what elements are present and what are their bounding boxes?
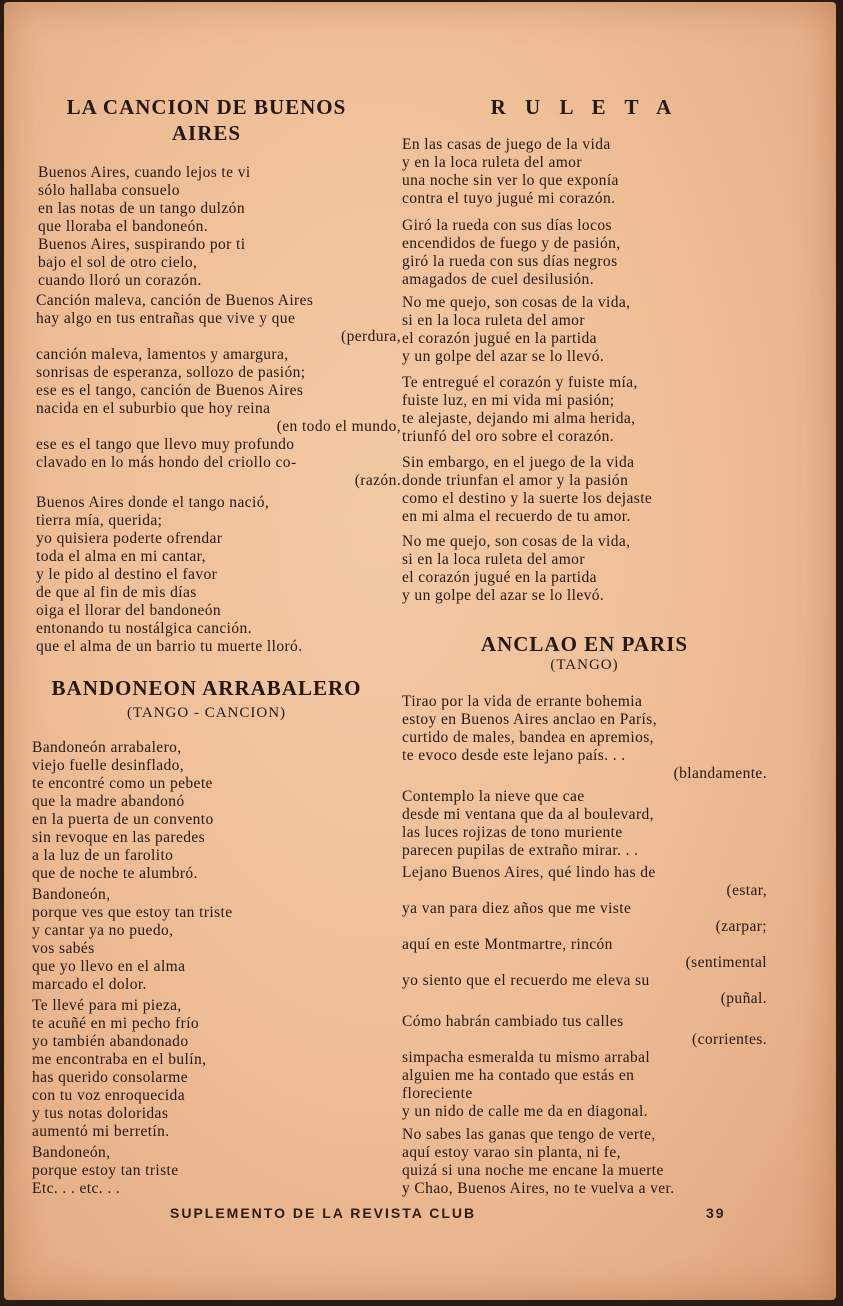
verse-line: contra el tuyo jugué mi corazón. [402,190,616,207]
verse-line: en mi alma el recuerdo de tu amor. [402,508,631,525]
verse-line: (razón. [354,472,401,489]
verse-line: (zarpar; [715,918,767,935]
verse-line: No me quejo, son cosas de la vida, [402,533,631,550]
verse-line: alguien me ha contado que estás en [402,1067,635,1084]
verse-line: Sin embargo, en el juego de la vida [402,454,635,471]
verse-line: y un nido de calle me da en diagonal. [402,1103,648,1120]
stanza [24,886,397,994]
stanza [402,454,767,526]
verse-line: floreciente [402,1085,473,1102]
song-title: ANCLAO EN PARIS [480,632,689,656]
verse-line: sólo hallaba consuelo [38,182,180,199]
verse-line: Te entregué el corazón y fuiste mía, [402,374,638,391]
verse-line: y un golpe del azar se lo llevó. [402,348,605,365]
verse-line: que lloraba el bandoneón. [38,218,209,235]
stanza [402,788,767,860]
verse-line: Buenos Aires, cuando lejos te vi [38,164,251,181]
stanza [24,739,397,883]
verse-line: (perdura, [341,328,401,345]
verse-line: tierra mía, querida; [36,512,163,529]
verse-line: toda el alma en mi cantar, [36,548,206,565]
verse-line: como el destino y la suerte los dejaste [402,490,653,507]
verse-line: y tus notas doloridas [32,1105,169,1122]
verse-line: curtido de males, bandea en apremios, [402,729,654,746]
stanza [24,1144,397,1198]
verse-line: yo también abandonado [32,1033,189,1050]
stanza [402,136,767,208]
verse-line: porque estoy tan triste [32,1162,179,1179]
verse-line: te evoco desde este lejano país. . . [402,747,626,764]
song-subtitle: (TANGO) [550,657,619,673]
verse-line: No me quejo, son cosas de la vida, [402,294,631,311]
magazine-page [4,2,836,1300]
stanza [402,693,767,783]
verse-line: aumentó mi berretín. [32,1123,170,1140]
song-title: R U L E T A [490,95,679,119]
verse-line: las luces rojizas de tono muriente [402,824,623,841]
verse-line: ese es el tango, canción de Buenos Aires [36,382,304,399]
verse-line: nacida en el suburbio que hoy reina [36,400,271,417]
verse-line: Giró la rueda con sus días locos [402,217,612,234]
verse-line: y cantar ya no puedo, [32,922,174,939]
verse-line: encendidos de fuego y de pasión, [402,235,621,252]
verse-line: yo quisiera poderte ofrendar [36,530,223,547]
verse-line: donde triunfan el amor y la pasión [402,472,629,489]
verse-line: marcado el dolor. [32,976,147,993]
verse-line: ese es el tango que llevo muy profundo [36,436,295,453]
verse-line: Tirao por la vida de errante bohemia [402,693,643,710]
verse-line: Bandoneón, [32,1144,111,1161]
verse-line: a la luz de un farolito [32,847,174,864]
verse-line: yo siento que el recuerdo me eleva su [402,972,650,989]
verse-line: y le pido al destino el favor [36,566,218,583]
verse-line: (sentimental [685,954,767,971]
verse-line: porque ves que estoy tan triste [32,904,233,921]
stanza [402,864,767,1008]
title-line: AIRES [171,121,242,145]
verse-line: Contemplo la nieve que cae [402,788,585,805]
verse-line: que de noche te alumbró. [32,865,198,882]
verse-line: sin revoque en las paredes [32,829,206,846]
verse-line: con tu voz enroquecida [32,1087,185,1104]
song-title [24,94,389,146]
verse-line: aquí estoy varao sin planta, ni fe, [402,1144,621,1161]
verse-line: Buenos Aires donde el tango nació, [36,494,270,511]
verse-line: Te llevé para mi pieza, [32,997,182,1014]
verse-line: que yo llevo en el alma [32,958,186,975]
verse-line: cuando lloró un corazón. [38,272,202,289]
verse-line: hay algo en tus entrañas que vive y que [36,310,296,327]
verse-line: simpacha esmeralda tu mismo arrabal [402,1049,651,1066]
verse-line: te acuñé en mi pecho frío [32,1015,200,1032]
verse-line: (puñal. [720,990,767,1007]
verse-line: Canción maleva, canción de Buenos Aires [36,292,314,309]
verse-line: desde mi ventana que da al boulevard, [402,806,654,823]
verse-line: Buenos Aires, suspirando por ti [38,236,246,253]
verse-line: y Chao, Buenos Aires, no te vuelva a ver. [402,1180,675,1197]
verse-line: el corazón jugué en la partida [402,330,597,347]
verse-line: vos sabés [32,940,95,957]
verse-line: fuiste luz, en mi vida mi pasión; [402,392,615,409]
verse-line: oiga el llorar del bandoneón [36,602,222,619]
verse-line: de que al fin de mis días [36,584,197,601]
stanza [402,217,767,289]
verse-line: No sabes las ganas que tengo de verte, [402,1126,656,1143]
verse-line: (estar, [726,882,767,899]
verse-line: Bandoneón, [32,886,111,903]
stanza [24,164,403,290]
verse-line: Etc. . . etc. . . [32,1180,121,1197]
verse-line: Bandoneón arrabalero, [32,739,182,756]
verse-line: si en la loca ruleta del amor [402,312,585,329]
stanza [402,294,767,366]
verse-line: Cómo habrán cambiado tus calles [402,1013,624,1030]
verse-line: te alejaste, dejando mi alma herida, [402,410,636,427]
page-number: 39 [706,1205,726,1221]
verse-line: triunfó del oro sobre el corazón. [402,428,615,445]
verse-line: bajo el sol de otro cielo, [38,254,198,271]
verse-line: amagados de cuel desilusión. [402,271,594,288]
song-title: BANDONEON ARRABALERO [51,676,362,700]
verse-line: que la madre abandonó [32,793,185,810]
verse-line: y en la loca ruleta del amor [402,154,582,171]
verse-line: el corazón jugué en la partida [402,569,597,586]
verse-line: una noche sin ver lo que exponía [402,172,619,189]
stanza [402,1013,767,1121]
footer-publication: SUPLEMENTO DE LA REVISTA CLUB [170,1205,477,1221]
verse-line: y un golpe del azar se lo llevó. [402,587,605,604]
verse-line: parecen pupilas de extraño mirar. . . [402,842,639,859]
verse-line: quizá si una noche me encane la muerte [402,1162,664,1179]
verse-line: (blandamente. [673,765,767,782]
song-subtitle: (TANGO - CANCION) [126,705,287,721]
stanza [402,533,767,605]
verse-line: sonrisas de esperanza, sollozo de pasión; [36,364,306,381]
stanza [402,374,767,446]
verse-line: canción maleva, lamentos y amargura, [36,346,289,363]
verse-line: (corrientes. [692,1031,767,1048]
verse-line: has querido consolarme [32,1069,189,1086]
verse-line: giró la rueda con sus días negros [402,253,618,270]
stanza [24,997,397,1141]
stanza [402,1126,767,1198]
verse-line: estoy en Buenos Aires anclao en París, [402,711,657,728]
verse-line: Lejano Buenos Aires, qué lindo has de [402,864,656,881]
verse-line: en las notas de un tango dulzón [38,200,245,217]
verse-line: viejo fuelle desinflado, [32,757,185,774]
stanza [24,494,401,656]
verse-line: si en la loca ruleta del amor [402,551,585,568]
verse-line: ya van para diez años que me viste [402,900,632,917]
verse-line: que el alma de un barrio tu muerte lloró. [36,638,303,655]
verse-line: en la puerta de un convento [32,811,214,828]
title-line: LA CANCION DE BUENOS [66,95,347,119]
verse-line: me encontraba en el bulín, [32,1051,207,1068]
verse-line: aquí en este Montmartre, rincón [402,936,613,953]
stanza [24,292,401,490]
verse-line: (en todo el mundo, [276,418,401,435]
verse-line: clavado en lo más hondo del criollo co- [36,454,297,471]
verse-line: En las casas de juego de la vida [402,136,611,153]
verse-line: te encontré como un pebete [32,775,213,792]
verse-line: entonando tu nostálgica canción. [36,620,252,637]
